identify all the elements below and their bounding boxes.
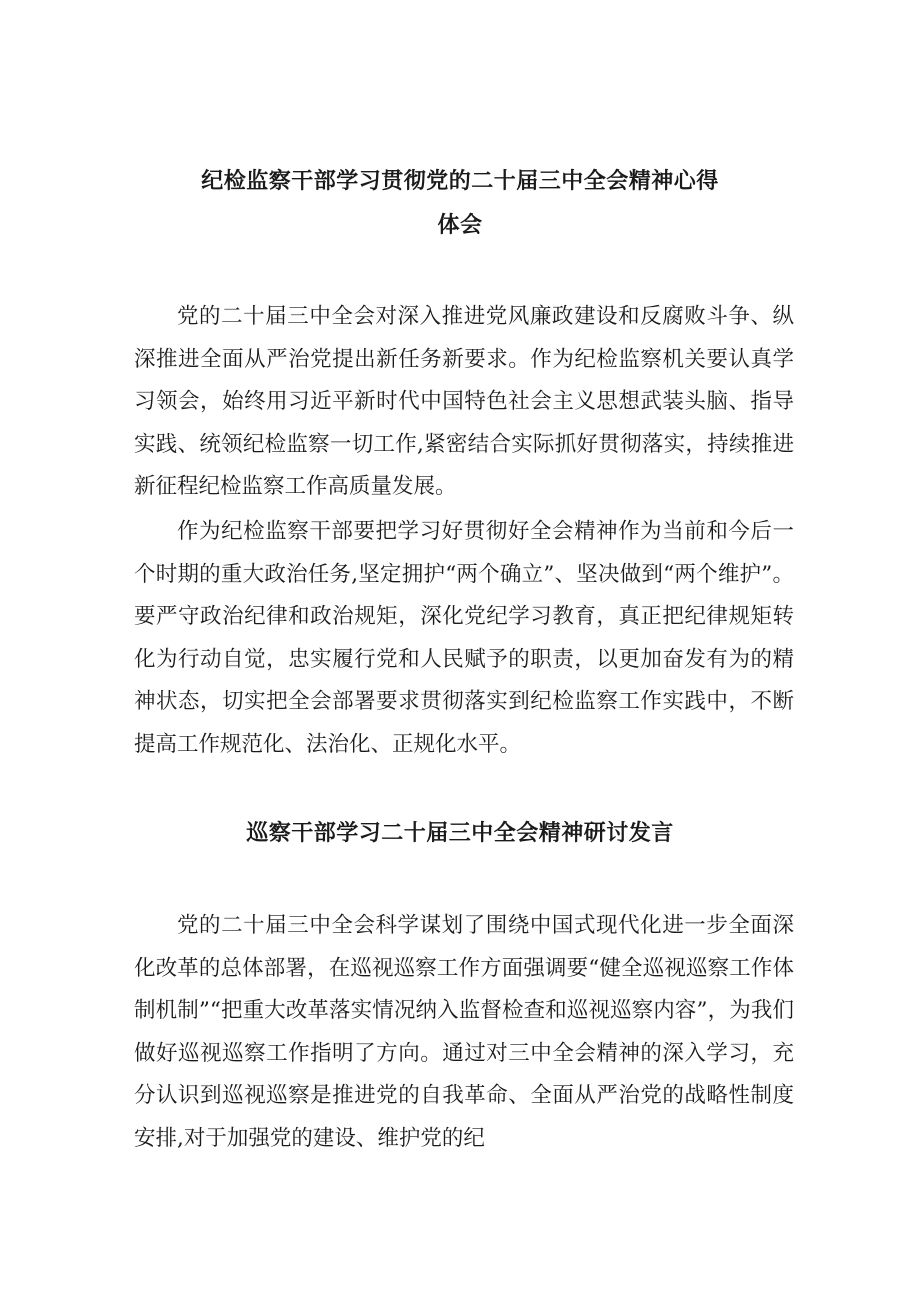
- paragraph-1: 党的二十届三中全会对深入推进党风廉政建设和反腐败斗争、纵深推进全面从严治党提出新任务新要求。作为纪检监察机关要认真学习领会，始终用习近平新时代中国特色社会主义思想武装头脑、指导实践、统领纪检监察一切工作,紧密结合实际抓好贯彻落实，持续推进新征程纪检监察工作高质量发展。: [134, 304, 794, 499]
- paragraph-2: 作为纪检监察干部要把学习好贯彻好全会精神作为当前和今后一个时期的重大政治任务,坚定拥护“两个确立”、坚决做到“两个维护”。要严守政治纪律和政治规矩，深化党纪学习教育，真正把纪律规矩转化为行动自觉，忠实履行党和人民赋予的职责，以更加奋发有为的精神状态，切实把全会部署要求贯彻落实到纪检监察工作实践中，不断提高工作规范化、法治化、正规化水平。: [134, 519, 794, 757]
- paragraph-3: 党的二十届三中全会科学谋划了围绕中国式现代化进一步全面深化改革的总体部署，在巡视巡察工作方面强调要“健全巡视巡察工作体制机制”“把重大改革落实情况纳入监督检查和巡视巡察内容”，为我们做好巡视巡察工作指明了方向。通过对三中全会精神的深入学习，充分认识到巡视巡察是推进党的自我革命、全面从严治党的战略性制度安排,对于加强党的建设、维护党的纪: [134, 913, 794, 1151]
- title-line-1: 纪检监察干部学习贯彻党的二十届三中全会精神心得: [201, 169, 719, 194]
- document-title: [120, 160, 800, 248]
- section-title: 巡察干部学习二十届三中全会精神研讨发言: [246, 821, 674, 846]
- title-line-2: 体会: [437, 213, 483, 238]
